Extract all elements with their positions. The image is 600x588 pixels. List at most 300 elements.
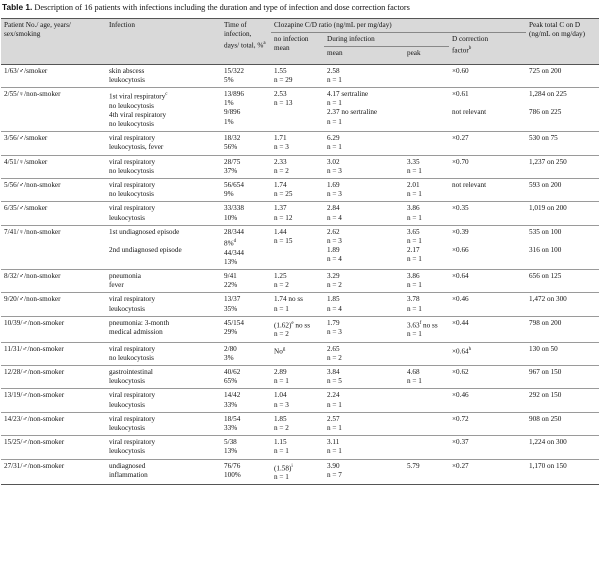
cell-no-infection-text: 1.15 bbox=[274, 438, 287, 447]
table-caption bbox=[2, 2, 410, 12]
cell-no-infection-text: (1.58) bbox=[274, 464, 292, 473]
cell-time bbox=[221, 459, 271, 485]
cell-no-infection-text: n = 1 bbox=[274, 473, 289, 482]
cell-time-text: 13/37 bbox=[224, 295, 241, 304]
cell-no-infection-text: (1.62) bbox=[274, 321, 292, 330]
cell-time-text: 13/896 bbox=[224, 90, 244, 99]
cell-no-infection-text: No bbox=[274, 347, 283, 356]
cell-mean-text: 2.37 no sertraline bbox=[327, 108, 378, 117]
footnote-mark: d bbox=[233, 239, 237, 245]
cell-infection-text: leukocytosis bbox=[109, 75, 145, 84]
cell-no-infection-text: n = 2 bbox=[274, 166, 289, 175]
cell-mean bbox=[324, 202, 404, 225]
cell-infection bbox=[106, 316, 221, 342]
cell-dcf-text: not relevant bbox=[452, 108, 487, 117]
cell-time-text: 44/344 bbox=[224, 248, 244, 257]
table-row bbox=[1, 342, 599, 365]
cell-patient-text: 15/25/♂/non-smoker bbox=[4, 438, 65, 447]
cell-dcf-text: ×0.35 bbox=[452, 204, 469, 213]
cell-peak-total-text: 130 on 50 bbox=[529, 344, 558, 353]
cell-time-text: 33% bbox=[224, 424, 238, 433]
table-row bbox=[1, 293, 599, 316]
cell-patient-text: 8/32/♂/non-smoker bbox=[4, 272, 61, 281]
cell-mean-text: 1.89 bbox=[327, 246, 340, 255]
cell-peak-total-text: 725 on 200 bbox=[529, 66, 562, 75]
cell-no-infection bbox=[271, 316, 324, 342]
cell-infection bbox=[106, 155, 221, 178]
cell-time-text: 22% bbox=[224, 281, 238, 290]
cell-time-text: 28/344 bbox=[224, 227, 244, 236]
cell-dcf bbox=[449, 270, 526, 293]
col-header-peak-total: Peak total C on D (ng/mL on mg/day) bbox=[526, 19, 599, 65]
cell-mean-text: 3.84 bbox=[327, 368, 340, 377]
cell-dcf-text: ×0.72 bbox=[452, 414, 469, 423]
cell-time bbox=[221, 316, 271, 342]
cell-dcf-text: ×0.64 bbox=[452, 272, 469, 281]
cell-no-infection bbox=[271, 132, 324, 155]
cell-mean-text: n = 3 bbox=[327, 166, 342, 175]
cell-no-infection bbox=[271, 270, 324, 293]
cell-no-infection-text: n = 13 bbox=[274, 99, 293, 108]
footnote-mark: g bbox=[282, 346, 286, 352]
cell-peak bbox=[404, 316, 449, 342]
cell-no-infection-text: n = 1 bbox=[274, 377, 289, 386]
cell-dcf-text: ×0.37 bbox=[452, 438, 469, 447]
cell-infection-text: leukocytosis bbox=[109, 424, 145, 433]
cell-peak bbox=[404, 412, 449, 435]
cell-mean-text: 6.29 bbox=[327, 134, 340, 143]
cell-infection-text: viral respiratory bbox=[109, 344, 156, 353]
cell-patient bbox=[1, 389, 106, 412]
cell-dcf-text: ×0.64 bbox=[452, 347, 469, 356]
table-row bbox=[1, 389, 599, 412]
cell-time-text: 10% bbox=[224, 213, 238, 222]
cell-no-infection-text: n = 15 bbox=[274, 237, 293, 246]
cell-patient-text: 3/56/♂/smoker bbox=[4, 134, 48, 143]
cell-time-text: 5/38 bbox=[224, 438, 237, 447]
cell-mean bbox=[324, 412, 404, 435]
cell-mean-text: n = 1 bbox=[327, 400, 342, 409]
cell-mean-text: 1.79 bbox=[327, 318, 340, 327]
cell-patient bbox=[1, 88, 106, 132]
table-row bbox=[1, 225, 599, 269]
cell-mean-text: n = 1 bbox=[327, 75, 342, 84]
cell-time-text: 100% bbox=[224, 470, 241, 479]
cell-patient-text: 11/31/♂/non-smoker bbox=[4, 344, 64, 353]
cell-peak-text: n = 1 bbox=[407, 237, 422, 246]
col-header-peak: peak bbox=[404, 47, 449, 64]
cell-infection bbox=[106, 293, 221, 316]
cell-time bbox=[221, 436, 271, 459]
cell-time-text: 8% bbox=[224, 239, 234, 248]
cell-dcf bbox=[449, 436, 526, 459]
table-row bbox=[1, 202, 599, 225]
cell-no-infection-text: n = 2 bbox=[274, 424, 289, 433]
cell-mean bbox=[324, 155, 404, 178]
cell-mean bbox=[324, 132, 404, 155]
cell-peak bbox=[404, 459, 449, 485]
cell-peak-total bbox=[526, 436, 599, 459]
cell-time-text: 65% bbox=[224, 377, 238, 386]
cell-peak-total bbox=[526, 293, 599, 316]
cell-patient-text: 5/56/♂/non-smoker bbox=[4, 181, 61, 190]
cell-patient-text: 1/63/♂/smoker bbox=[4, 66, 48, 75]
cell-mean-text: 3.02 bbox=[327, 157, 340, 166]
cell-time-text: 15/322 bbox=[224, 66, 244, 75]
cell-mean-text: n = 1 bbox=[327, 99, 342, 108]
cell-time bbox=[221, 225, 271, 269]
cell-infection bbox=[106, 342, 221, 365]
cell-peak bbox=[404, 155, 449, 178]
cell-dcf-text: ×0.62 bbox=[452, 368, 469, 377]
cell-infection-text: no leukocytosis bbox=[109, 190, 154, 199]
cell-infection-text: 2nd undiagnosed episode bbox=[109, 246, 182, 255]
cell-time-text: 28/75 bbox=[224, 157, 241, 166]
cell-no-infection bbox=[271, 88, 324, 132]
cell-peak-total-text: 1,237 on 250 bbox=[529, 157, 567, 166]
cell-infection bbox=[106, 132, 221, 155]
cell-peak-total bbox=[526, 179, 599, 202]
cell-peak-total-text: 1,224 on 300 bbox=[529, 438, 567, 447]
cell-mean-text: 2.62 bbox=[327, 227, 340, 236]
cell-peak-total bbox=[526, 366, 599, 389]
cell-patient bbox=[1, 225, 106, 269]
cell-peak bbox=[404, 436, 449, 459]
cell-time bbox=[221, 132, 271, 155]
cell-dcf-text: ×0.27 bbox=[452, 461, 469, 470]
cell-peak-total bbox=[526, 88, 599, 132]
cell-patient bbox=[1, 64, 106, 87]
cell-infection-text: undiagnosed bbox=[109, 461, 146, 470]
cell-no-infection-text: 1.71 bbox=[274, 134, 287, 143]
cell-infection-text: viral respiratory bbox=[109, 204, 156, 213]
cell-dcf bbox=[449, 132, 526, 155]
cell-time bbox=[221, 179, 271, 202]
cell-patient bbox=[1, 412, 106, 435]
cell-time bbox=[221, 293, 271, 316]
cell-peak-total-text: 535 on 100 bbox=[529, 227, 562, 236]
cell-time-text: 2/80 bbox=[224, 344, 237, 353]
cell-no-infection-text: 1.04 bbox=[274, 391, 287, 400]
cell-mean bbox=[324, 436, 404, 459]
cell-patient bbox=[1, 459, 106, 485]
cell-patient bbox=[1, 132, 106, 155]
cell-peak-text: n = 1 bbox=[407, 330, 422, 339]
cell-dcf-text: ×0.70 bbox=[452, 157, 469, 166]
cell-dcf bbox=[449, 202, 526, 225]
table-label: Table 1. bbox=[2, 2, 33, 12]
cell-mean bbox=[324, 88, 404, 132]
cell-peak-total-text: 908 on 250 bbox=[529, 414, 562, 423]
cell-no-infection bbox=[271, 179, 324, 202]
cell-peak-text: 3.78 bbox=[407, 295, 420, 304]
cell-patient-text: 14/23/♂/non-smoker bbox=[4, 414, 65, 423]
cell-no-infection-text: 1.44 bbox=[274, 227, 287, 236]
cell-no-infection-text: n = 29 bbox=[274, 75, 293, 84]
cell-time bbox=[221, 366, 271, 389]
cell-infection-text: leukocytosis bbox=[109, 447, 145, 456]
cell-patient-text: 27/31/♂/non-smoker bbox=[4, 461, 65, 470]
cell-mean-text: 2.65 bbox=[327, 344, 340, 353]
cell-infection bbox=[106, 270, 221, 293]
cell-patient bbox=[1, 293, 106, 316]
cell-peak-text: 3.65 bbox=[407, 227, 420, 236]
patients-table bbox=[1, 18, 599, 485]
cell-peak-text: n = 1 bbox=[407, 190, 422, 199]
cell-mean-text: 3.90 bbox=[327, 461, 340, 470]
cell-mean-text: 2.84 bbox=[327, 204, 340, 213]
cell-peak-total bbox=[526, 225, 599, 269]
cell-infection-text: viral respiratory bbox=[109, 134, 156, 143]
cell-mean-text: n = 1 bbox=[327, 447, 342, 456]
cell-dcf bbox=[449, 64, 526, 87]
cell-infection bbox=[106, 436, 221, 459]
cell-no-infection bbox=[271, 293, 324, 316]
cell-peak-total-text: 593 on 200 bbox=[529, 181, 562, 190]
cell-no-infection-text: n = 3 bbox=[274, 143, 289, 152]
cell-no-infection bbox=[271, 412, 324, 435]
cell-peak-total-text: 530 on 75 bbox=[529, 134, 558, 143]
cell-mean-text: 2.58 bbox=[327, 66, 340, 75]
cell-infection-text: fever bbox=[109, 281, 124, 290]
cell-infection-text: viral respiratory bbox=[109, 181, 156, 190]
cell-mean-text: n = 4 bbox=[327, 255, 342, 264]
cell-dcf bbox=[449, 155, 526, 178]
cell-peak-text: n = 1 bbox=[407, 281, 422, 290]
cell-time-text: 45/154 bbox=[224, 318, 244, 327]
cell-infection-text: no leukocytosis bbox=[109, 166, 154, 175]
cell-infection-text: inflammation bbox=[109, 470, 148, 479]
cell-peak-total bbox=[526, 155, 599, 178]
table-row bbox=[1, 132, 599, 155]
cell-no-infection bbox=[271, 202, 324, 225]
cell-infection-text: leukocytosis bbox=[109, 213, 145, 222]
cell-time-text: 37% bbox=[224, 166, 238, 175]
cell-peak bbox=[404, 389, 449, 412]
footnote-mark: i bbox=[291, 463, 293, 469]
cell-patient bbox=[1, 270, 106, 293]
cell-peak-total bbox=[526, 389, 599, 412]
cell-peak-text: n = 1 bbox=[407, 377, 422, 386]
table-row bbox=[1, 270, 599, 293]
cell-no-infection bbox=[271, 342, 324, 365]
cell-no-infection bbox=[271, 459, 324, 485]
cell-infection-text: no leukocytosis bbox=[109, 101, 154, 110]
table-row bbox=[1, 179, 599, 202]
cell-patient-text: 10/39/♂/non-smoker bbox=[4, 318, 65, 327]
cell-patient bbox=[1, 155, 106, 178]
cell-patient bbox=[1, 202, 106, 225]
cell-peak-total-text: 292 on 150 bbox=[529, 391, 562, 400]
table-row bbox=[1, 64, 599, 87]
cell-peak-total bbox=[526, 316, 599, 342]
cell-no-infection-text: n = 3 bbox=[274, 400, 289, 409]
cell-peak-text: 2.01 bbox=[407, 181, 420, 190]
cell-mean-text: 1.69 bbox=[327, 181, 340, 190]
cell-mean-text: n = 1 bbox=[327, 424, 342, 433]
cell-peak-total-text: 967 on 150 bbox=[529, 368, 562, 377]
table-title: Description of 16 patients with infections including the duration and type of infection and dose correction factors bbox=[32, 3, 410, 12]
cell-peak bbox=[404, 293, 449, 316]
cell-patient-text: 2/55/♀/non-smoker bbox=[4, 90, 61, 99]
cell-mean-text: n = 1 bbox=[327, 117, 342, 126]
cell-mean-text: n = 3 bbox=[327, 328, 342, 337]
cell-mean bbox=[324, 342, 404, 365]
cell-no-infection-text: 1.25 bbox=[274, 272, 287, 281]
table-row bbox=[1, 155, 599, 178]
cell-time-text: 56% bbox=[224, 143, 238, 152]
cell-peak-total bbox=[526, 64, 599, 87]
cell-patient bbox=[1, 366, 106, 389]
cell-time-text: 18/32 bbox=[224, 134, 241, 143]
cell-infection bbox=[106, 202, 221, 225]
cell-peak-total-text: 1,019 on 200 bbox=[529, 204, 567, 213]
cell-mean-text: n = 1 bbox=[327, 143, 342, 152]
cell-patient-text: 13/19/♂/non-smoker bbox=[4, 391, 65, 400]
cell-no-infection-text: n = 2 bbox=[274, 330, 289, 339]
cell-peak bbox=[404, 342, 449, 365]
cell-dcf bbox=[449, 316, 526, 342]
cell-time bbox=[221, 389, 271, 412]
cell-time-text: 13% bbox=[224, 257, 238, 266]
cell-dcf bbox=[449, 389, 526, 412]
cell-time-text: 76/76 bbox=[224, 461, 241, 470]
cell-infection-text: 4th viral respiratory bbox=[109, 110, 167, 119]
cell-peak-text: n = 1 bbox=[407, 304, 422, 313]
cell-infection bbox=[106, 225, 221, 269]
cell-infection-text: leukocytosis bbox=[109, 400, 145, 409]
cell-dcf bbox=[449, 459, 526, 485]
cell-dcf-text: ×0.66 bbox=[452, 246, 469, 255]
cell-time-text: 35% bbox=[224, 304, 238, 313]
cell-no-infection-text: 2.89 bbox=[274, 368, 287, 377]
cell-no-infection-text: n = 1 bbox=[274, 304, 289, 313]
cell-no-infection bbox=[271, 155, 324, 178]
cell-infection bbox=[106, 459, 221, 485]
cell-no-infection-text: n = 1 bbox=[274, 447, 289, 456]
cell-no-infection-text: n = 12 bbox=[274, 213, 293, 222]
col-header-mean: mean bbox=[324, 47, 404, 64]
cell-peak-total bbox=[526, 132, 599, 155]
cell-infection-text: pneumonia bbox=[109, 272, 141, 281]
col-header-dcf: D correction factor$^b$ bbox=[449, 33, 526, 64]
cell-mean-text: n = 5 bbox=[327, 377, 342, 386]
cell-peak-text: 5.79 bbox=[407, 461, 420, 470]
cell-time bbox=[221, 88, 271, 132]
cell-time-text: 40/62 bbox=[224, 368, 241, 377]
cell-infection bbox=[106, 412, 221, 435]
cell-no-infection-text: n = 25 bbox=[274, 190, 293, 199]
cell-mean-text: n = 7 bbox=[327, 470, 342, 479]
table-row bbox=[1, 459, 599, 485]
table-body bbox=[1, 64, 599, 485]
cell-dcf bbox=[449, 342, 526, 365]
cell-peak bbox=[404, 366, 449, 389]
cell-infection-text: 1st undiagnosed episode bbox=[109, 227, 180, 236]
cell-mean-text: n = 3 bbox=[327, 237, 342, 246]
footnote-mark: e bbox=[291, 320, 294, 326]
cell-mean bbox=[324, 389, 404, 412]
cell-mean bbox=[324, 366, 404, 389]
cell-dcf bbox=[449, 366, 526, 389]
cell-peak-note: no ss bbox=[421, 321, 438, 330]
cell-infection-text: viral respiratory bbox=[109, 438, 156, 447]
cell-peak-total-text: 656 on 125 bbox=[529, 272, 562, 281]
cell-no-infection-text: 2.53 bbox=[274, 90, 287, 99]
cell-mean bbox=[324, 179, 404, 202]
cell-patient bbox=[1, 179, 106, 202]
cell-dcf-text: ×0.61 bbox=[452, 90, 469, 99]
cell-peak-total-text: 786 on 225 bbox=[529, 108, 562, 117]
cell-infection bbox=[106, 64, 221, 87]
cell-time bbox=[221, 412, 271, 435]
cell-patient-text: 9/20/♂/non-smoker bbox=[4, 295, 61, 304]
cell-infection-text: no leukocytosis bbox=[109, 353, 154, 362]
cell-patient-text: 4/51/♀/smoker bbox=[4, 157, 48, 166]
cell-patient bbox=[1, 436, 106, 459]
cell-infection-text: leukocytosis bbox=[109, 304, 145, 313]
cell-patient bbox=[1, 316, 106, 342]
cell-time-text: 33/338 bbox=[224, 204, 244, 213]
cell-mean bbox=[324, 316, 404, 342]
cell-mean-text: n = 3 bbox=[327, 190, 342, 199]
cell-infection-text: viral respiratory bbox=[109, 391, 156, 400]
cell-peak-total-text: 1,472 on 300 bbox=[529, 295, 567, 304]
cell-time-text: 1% bbox=[224, 117, 234, 126]
cell-mean-text: 1.85 bbox=[327, 295, 340, 304]
cell-mean-text: 2.24 bbox=[327, 391, 340, 400]
cell-time bbox=[221, 64, 271, 87]
cell-peak-total bbox=[526, 342, 599, 365]
cell-time-text: 13% bbox=[224, 447, 238, 456]
cell-dcf bbox=[449, 88, 526, 132]
cell-infection-text: medical admission bbox=[109, 328, 163, 337]
cell-peak-text: n = 1 bbox=[407, 213, 422, 222]
cell-mean-text: 4.17 sertraline bbox=[327, 90, 369, 99]
footnote-mark: f bbox=[419, 320, 422, 326]
cell-no-infection bbox=[271, 64, 324, 87]
cell-peak-text: 3.35 bbox=[407, 157, 420, 166]
footnote-mark: c bbox=[165, 92, 168, 98]
cell-peak bbox=[404, 132, 449, 155]
cell-infection bbox=[106, 366, 221, 389]
cell-time-text: 33% bbox=[224, 400, 238, 409]
cell-mean bbox=[324, 64, 404, 87]
cell-dcf bbox=[449, 412, 526, 435]
cell-mean-text: 3.29 bbox=[327, 272, 340, 281]
cell-dcf bbox=[449, 225, 526, 269]
cell-no-infection bbox=[271, 366, 324, 389]
cell-dcf-text: not relevant bbox=[452, 181, 487, 190]
cell-time-text: 56/654 bbox=[224, 181, 244, 190]
col-header-time: Time of infection, days/ total, %$^a$ bbox=[221, 19, 271, 65]
cell-time-text: 9/896 bbox=[224, 108, 241, 117]
cell-dcf-text: ×0.27 bbox=[452, 134, 469, 143]
cell-no-infection-text: 1.37 bbox=[274, 204, 287, 213]
cell-no-infection-text: 2.33 bbox=[274, 157, 287, 166]
cell-peak-text: 3.86 bbox=[407, 204, 420, 213]
cell-no-infection-text: 1.74 bbox=[274, 181, 287, 190]
cell-dcf bbox=[449, 293, 526, 316]
cell-peak bbox=[404, 270, 449, 293]
cell-time bbox=[221, 155, 271, 178]
col-header-during: During infection bbox=[324, 33, 449, 47]
cell-infection-text: pneumonia: 3-month bbox=[109, 318, 170, 327]
cell-dcf-text: ×0.46 bbox=[452, 295, 469, 304]
cell-mean-text: 3.11 bbox=[327, 438, 340, 447]
cell-peak-total bbox=[526, 459, 599, 485]
cell-no-infection bbox=[271, 436, 324, 459]
